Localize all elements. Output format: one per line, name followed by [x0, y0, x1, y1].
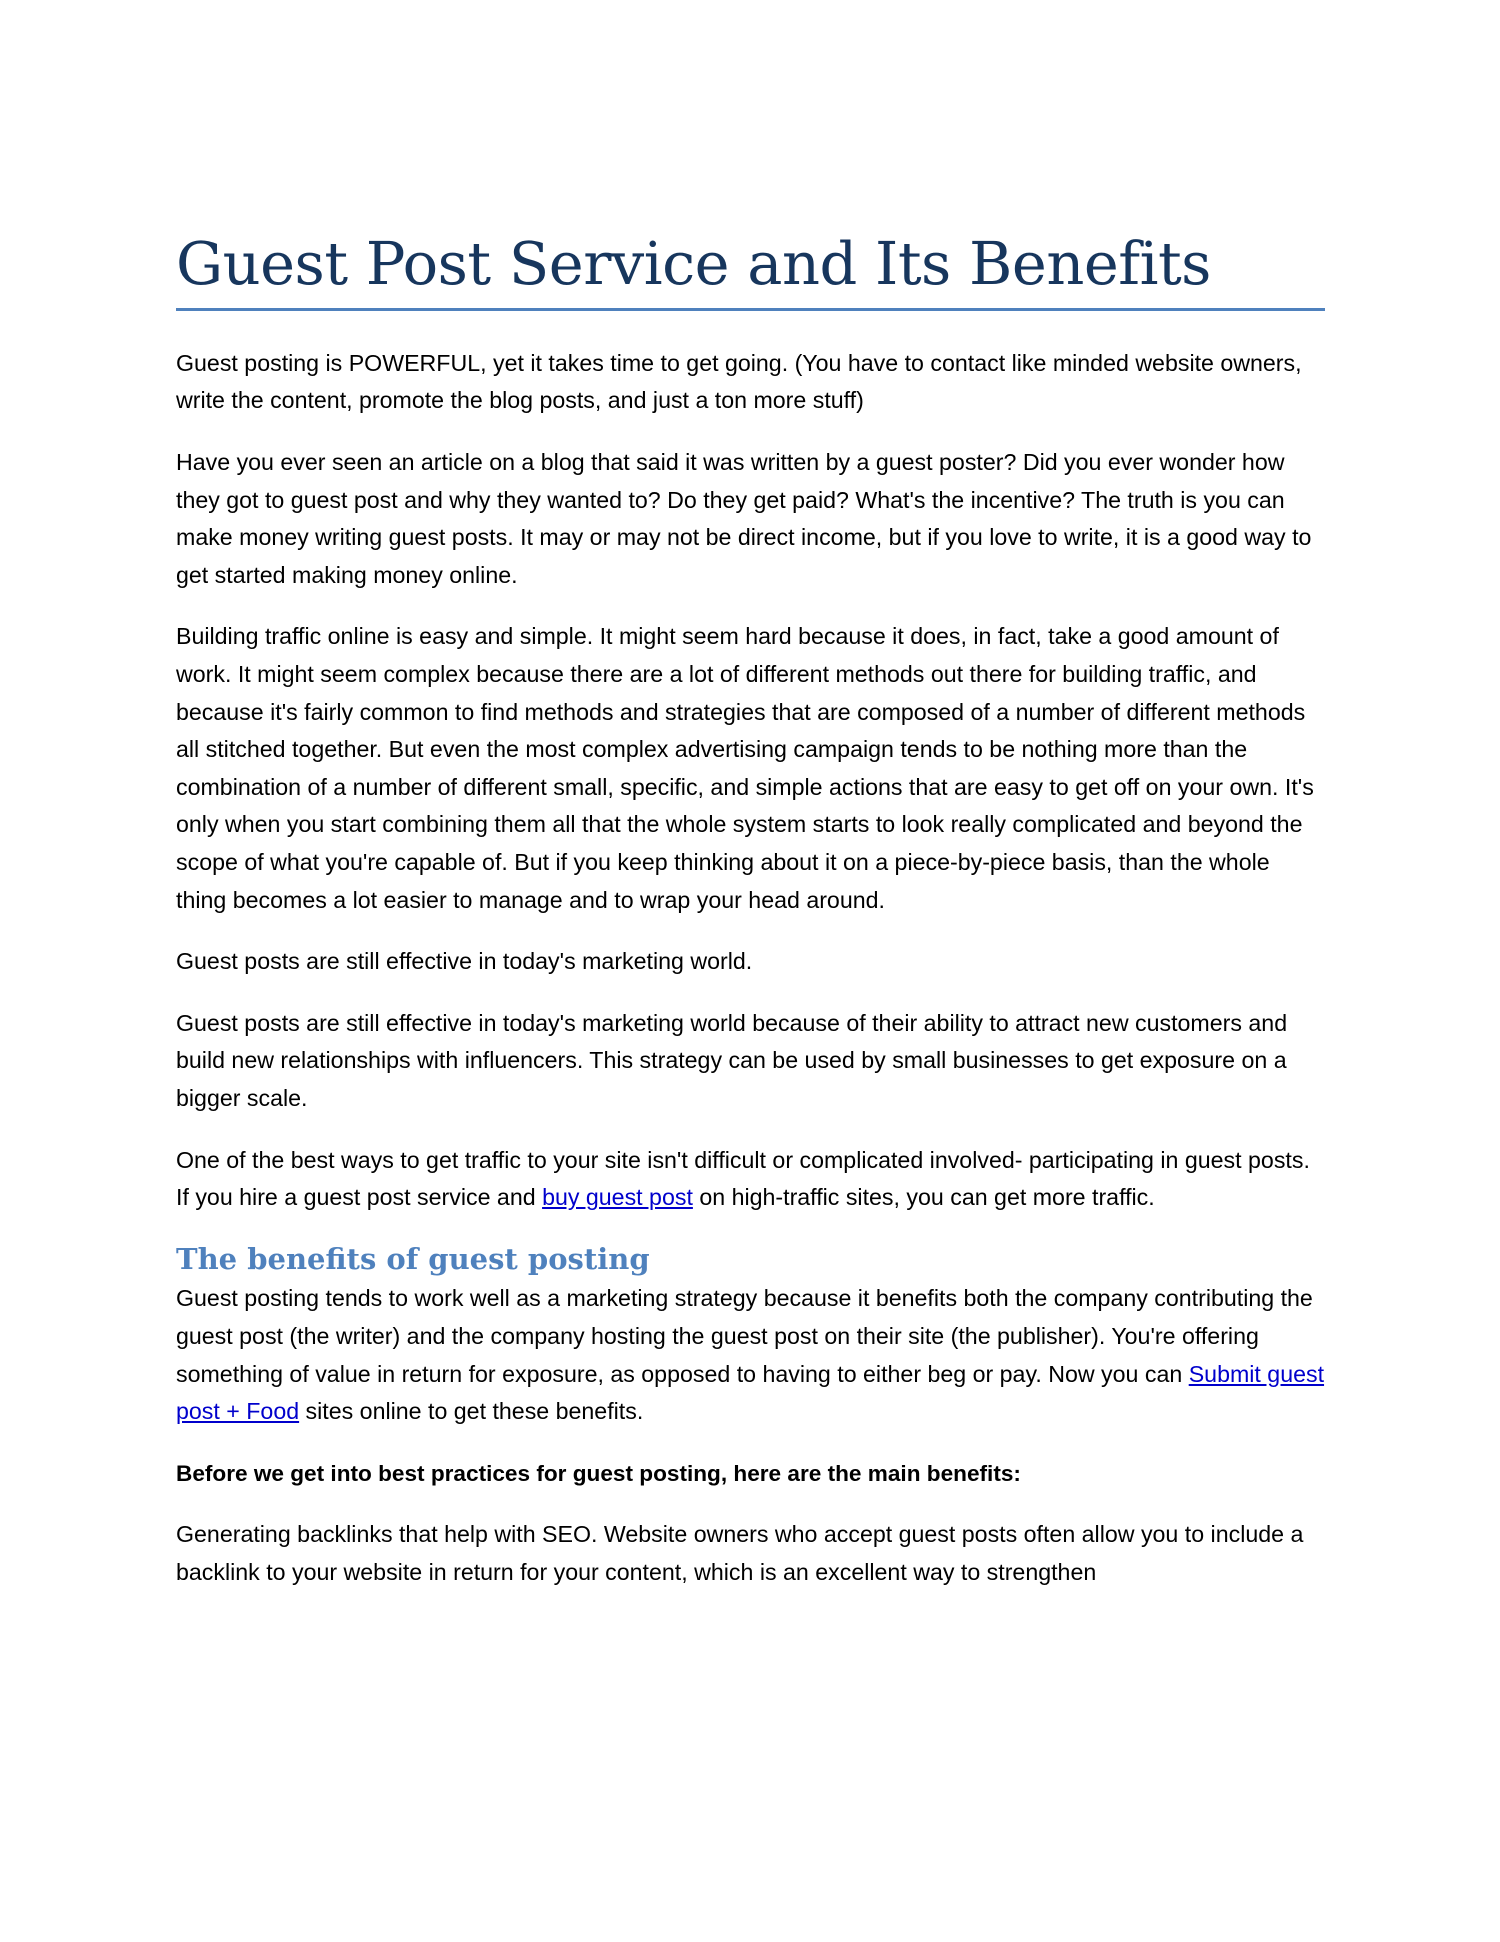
title-underline-rule: [176, 308, 1325, 311]
document-title: Guest Post Service and Its Benefits: [176, 229, 1211, 298]
paragraph-main-benefits-intro: Before we get into best practices for guest posting, here are the main benefits:: [176, 1460, 1021, 1486]
paragraph-backlinks: Generating backlinks that help with SEO. Website owners who accept guest posts often allow you to include a backlink to your website in return for your content, which is an excellent way to strengthen: [176, 1521, 1304, 1585]
paragraph-guest-poster: Have you ever seen an article on a blog that said it was written by a guest poster? Did you ever wonder how they got to guest post and why they wanted to? Do they get paid? What's the incentive? The truth is you can make money writing guest posts. It may or may not be direct income, but if you love to write, it is a good way to get started making money online.: [176, 449, 1312, 588]
paragraph-best-ways-text-after: on high-traffic sites, you can get more traffic.: [692, 1184, 1155, 1211]
paragraph-intro: Guest posting is POWERFUL, yet it takes time to get going. (You have to contact like minded website owners, write the content, promote the blog posts, and just a ton more stuff): [176, 349, 1302, 414]
section-heading-benefits: The benefits of guest posting: [176, 1241, 650, 1276]
paragraph-best-ways-text-before: One of the best ways to get traffic to your site isn't difficult or complicated involved- participating in guest posts. If you hire a guest post service and: [176, 1146, 1310, 1211]
paragraph-effective-because: Guest posts are still effective in today's marketing world because of their ability to attract new customers and build new relationships with influencers. This strategy can be used by small businesses to get exposure on a bigger scale.: [176, 1009, 1288, 1111]
paragraph-marketing-strategy-text-before: Guest posting tends to work well as a marketing strategy because it benefits both the company contributing the guest post (the writer) and the company hosting the guest post on their site (the publisher). You're offering something of value in return for exposure, as opposed to having to either beg or pay. Now you can: [176, 1285, 1313, 1387]
paragraph-still-effective: Guest posts are still effective in today's marketing world.: [176, 948, 753, 975]
paragraph-marketing-strategy: [176, 1280, 1325, 1430]
submit-guest-post-food-link[interactable]: Submit guest post + Food: [176, 1360, 1325, 1425]
paragraph-marketing-strategy-text-after: sites online to get these benefits.: [299, 1398, 644, 1425]
document-page: [176, 230, 1325, 1616]
paragraph-best-ways: [176, 1142, 1325, 1217]
buy-guest-post-link[interactable]: buy guest post: [542, 1184, 693, 1211]
paragraph-building-traffic: Building traffic online is easy and simple. It might seem hard because it does, in fact, take a good amount of work. It might seem complex because there are a lot of different methods out there for building traffic, and because it's fairly common to find methods and strategies that are composed of a number of different methods all stitched together. But even the most complex advertising campaign tends to be nothing more than the combination of a number of different small, specific, and simple actions that are easy to get off on your own. It's only when you start combining them all that the whole system starts to look really complicated and beyond the scope of what you're capable of. But if you keep thinking about it on a piece-by-piece basis, than the whole thing becomes a lot easier to manage and to wrap your head around.: [176, 623, 1314, 913]
